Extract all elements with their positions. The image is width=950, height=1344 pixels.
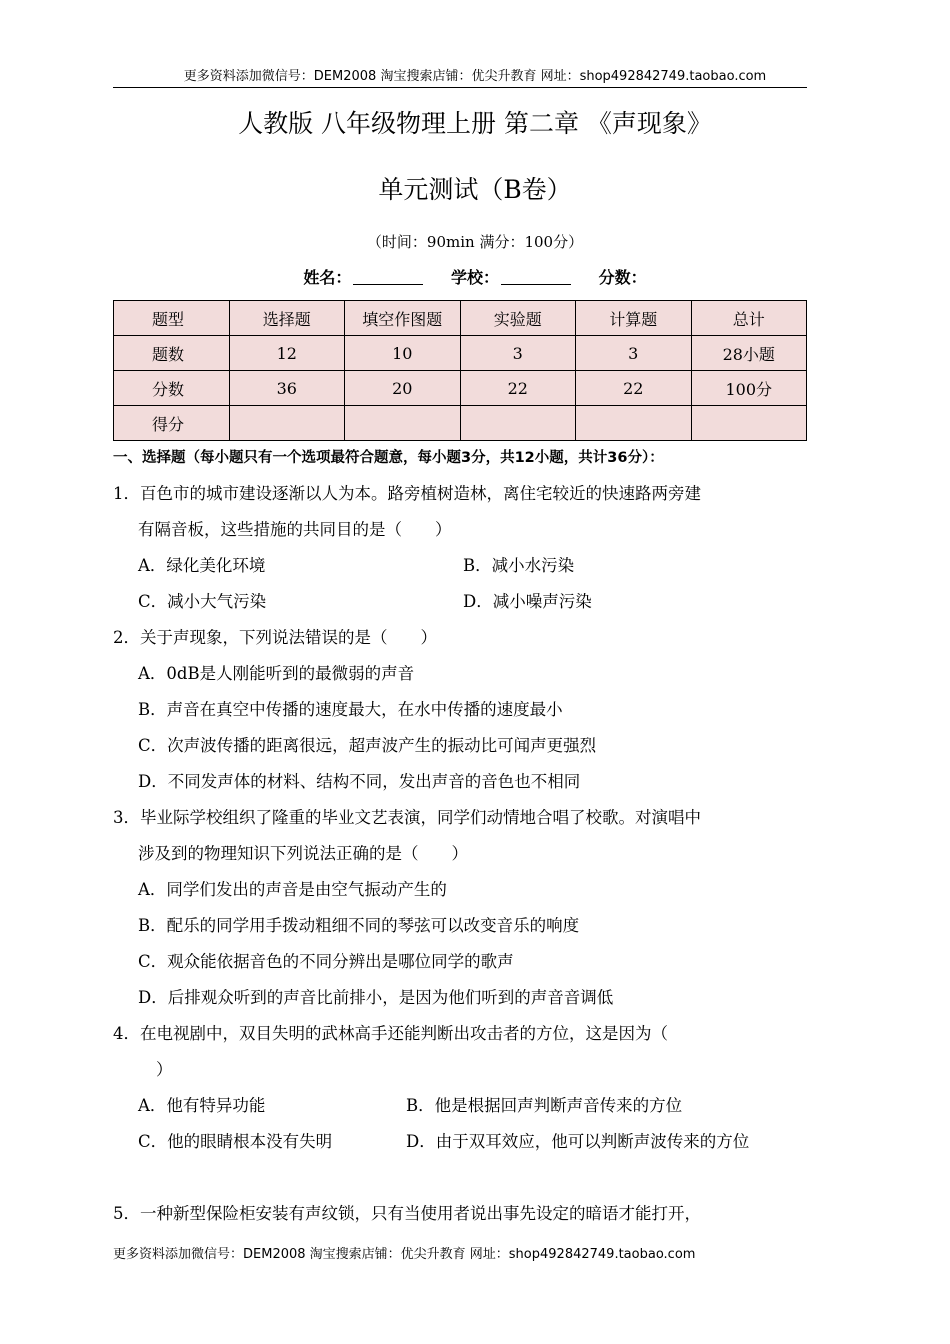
score-table <box>113 300 807 441</box>
question-5-text: 5．一种新型保险柜安装有声纹锁，只有当使用者说出事先设定的暗语才能打开， <box>113 1204 701 1223</box>
question-1-text: 1．百色市的城市建设逐渐以人为本。路旁植树造林，离住宅较近的快速路两旁建 <box>113 484 701 503</box>
q4-option-b: B．他是根据回声判断声音传来的方位 <box>406 1096 683 1115</box>
q3-option-d: D．后排观众听到的声音比前排小，是因为他们听到的声音音调低 <box>138 988 614 1007</box>
header-divider <box>113 87 807 88</box>
q1-option-d: D．减小噪声污染 <box>463 592 592 611</box>
question-2-text: 2．关于声现象，下列说法错误的是（ ） <box>113 628 437 647</box>
table-header-cell: 计算题 <box>576 301 692 336</box>
question-3-text-cont: 涉及到的物理知识下列说法正确的是（ ） <box>138 844 468 863</box>
q3-option-b: B．配乐的同学用手拨动粗细不同的琴弦可以改变音乐的响度 <box>138 916 580 935</box>
q2-option-a: A．0dB是人刚能听到的最微弱的声音 <box>138 664 415 683</box>
table-cell <box>460 406 576 441</box>
table-header-cell: 选择题 <box>229 301 345 336</box>
table-cell: 题数 <box>114 336 230 371</box>
q2-option-c: C．次声波传播的距离很远，超声波产生的振动比可闻声更强烈 <box>138 736 597 755</box>
q2-option-d: D．不同发声体的材料、结构不同，发出声音的音色也不相同 <box>138 772 581 791</box>
q4-option-c: C．他的眼睛根本没有失明 <box>138 1132 333 1151</box>
q1-option-a: A．绿化美化环境 <box>138 556 266 575</box>
table-cell: 100分 <box>691 371 807 406</box>
table-cell: 10 <box>345 336 461 371</box>
table-row <box>114 371 807 406</box>
table-cell: 得分 <box>114 406 230 441</box>
table-cell: 3 <box>576 336 692 371</box>
q1-option-b: B．减小水污染 <box>463 556 575 575</box>
table-cell: 3 <box>460 336 576 371</box>
question-1-text-cont: 有隔音板，这些措施的共同目的是（ ） <box>138 520 452 539</box>
q4-option-d: D．由于双耳效应，他可以判断声波传来的方位 <box>406 1132 750 1151</box>
question-4-text-cont: ） <box>156 1060 173 1079</box>
school-blank <box>501 266 571 285</box>
q4-option-a: A．他有特异功能 <box>138 1096 266 1115</box>
table-cell: 28小题 <box>691 336 807 371</box>
exam-time-and-score: （时间：90min 满分：100分） <box>366 233 584 251</box>
page-header-text: 更多资料添加微信号：DEM2008 淘宝搜索店铺：优尖升教育 网址：shop492842749.taobao.com <box>183 69 767 84</box>
q2-option-b: B．声音在真空中传播的速度最大，在水中传播的速度最小 <box>138 700 563 719</box>
school-label: 学校： <box>450 268 499 287</box>
table-cell <box>691 406 807 441</box>
table-header-cell: 总计 <box>691 301 807 336</box>
student-info-row <box>0 266 950 290</box>
table-cell <box>229 406 345 441</box>
question-3-text: 3．毕业际学校组织了隆重的毕业文艺表演，同学们动情地合唱了校歌。对演唱中 <box>113 808 701 827</box>
table-cell: 22 <box>576 371 692 406</box>
table-row <box>114 406 807 441</box>
score-table-header-row <box>114 301 807 336</box>
table-cell: 12 <box>229 336 345 371</box>
table-header-cell: 实验题 <box>460 301 576 336</box>
document-title-line2: 单元测试（B卷） <box>378 175 572 204</box>
page-footer-text: 更多资料添加微信号：DEM2008 淘宝搜索店铺：优尖升教育 网址：shop492842749.taobao.com <box>113 1247 696 1262</box>
section-heading-choice: 一、选择题（每小题只有一个选项最符合题意，每小题3分，共12小题，共计36分）： <box>113 450 664 466</box>
table-cell: 22 <box>460 371 576 406</box>
table-cell: 36 <box>229 371 345 406</box>
score-label: 分数： <box>598 268 647 287</box>
table-cell: 分数 <box>114 371 230 406</box>
name-blank <box>353 266 423 285</box>
q3-option-c: C．观众能依据音色的不同分辨出是哪位同学的歌声 <box>138 952 514 971</box>
question-4-text: 4．在电视剧中，双目失明的武林高手还能判断出攻击者的方位，这是因为（ <box>113 1024 668 1043</box>
table-cell <box>345 406 461 441</box>
q1-option-c: C．减小大气污染 <box>138 592 267 611</box>
table-header-cell: 填空作图题 <box>345 301 461 336</box>
table-row <box>114 336 807 371</box>
name-label: 姓名： <box>303 268 352 287</box>
table-cell <box>576 406 692 441</box>
table-cell: 20 <box>345 371 461 406</box>
document-title-line1: 人教版 八年级物理上册 第二章 《声现象》 <box>238 109 712 138</box>
table-header-cell: 题型 <box>114 301 230 336</box>
q3-option-a: A．同学们发出的声音是由空气振动产生的 <box>138 880 447 899</box>
